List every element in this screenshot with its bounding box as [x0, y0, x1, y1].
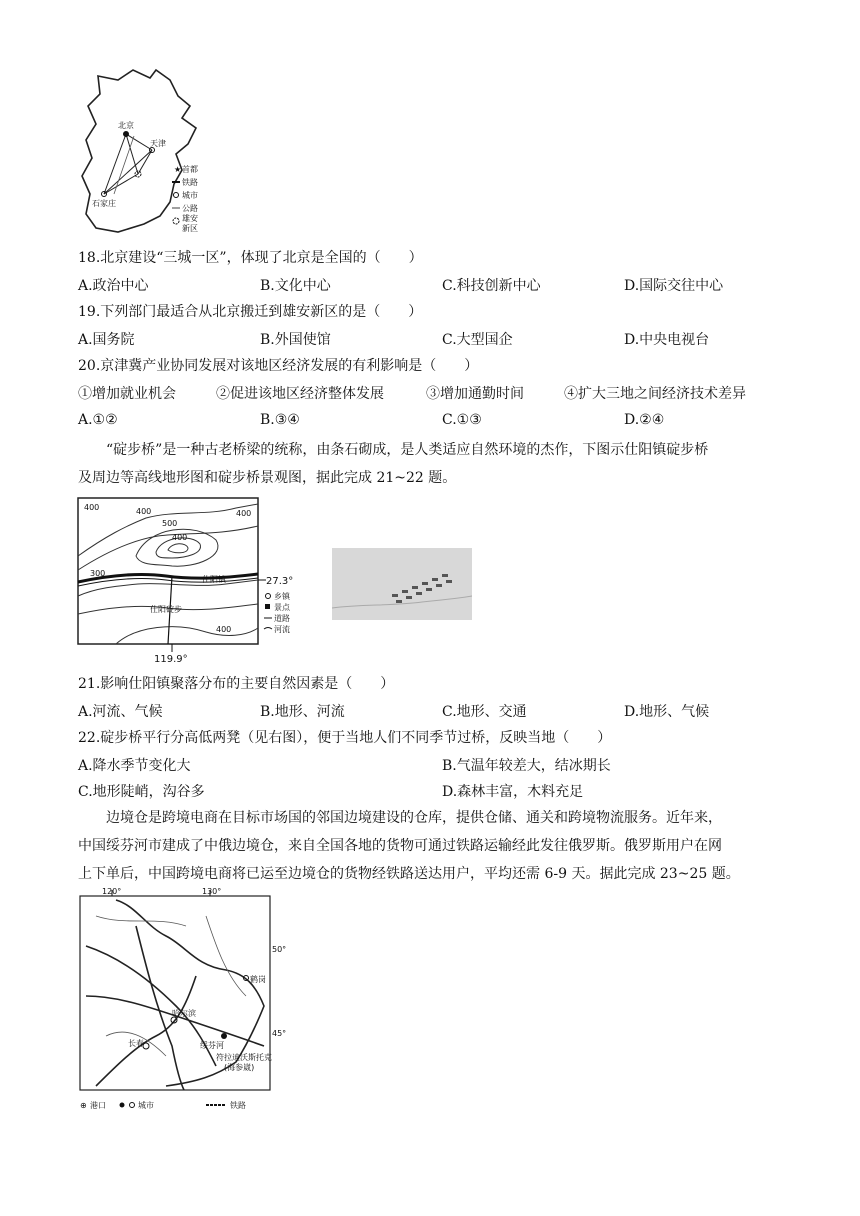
contour-label: 400: [84, 503, 100, 512]
svg-text:景点: 景点: [274, 603, 290, 612]
passage-line: 边境仓是跨境电商在目标市场国的邻国边境建设的仓库，提供仓储、通关和跨境物流服务。近年来，: [106, 810, 722, 826]
svg-text:乡镇: 乡镇: [274, 592, 290, 601]
passage-line: 中国绥芬河市建成了中俄边境仓，来自全国各地的货物可通过铁路运输经此发往俄罗斯。俄罗斯用户在网: [78, 838, 722, 854]
question-19-options: [78, 330, 768, 350]
question-22-options-row2: [78, 782, 768, 802]
city-label: (海参崴): [224, 1063, 255, 1072]
option-d: D.森林丰富，木料充足: [442, 784, 584, 800]
longitude-label: 120°: [102, 887, 122, 896]
option-b: B.地形、河流: [260, 704, 345, 720]
option-c: C.地形、交通: [442, 704, 527, 720]
passage-line: 及周边等高线地形图和碇步桥景观图，据此完成 21~22 题。: [78, 470, 457, 486]
bridge-photo: [332, 548, 472, 620]
northeast-railway-map: [76, 886, 296, 1112]
svg-text:铁路: 铁路: [182, 178, 198, 187]
option-a: A.①②: [78, 412, 118, 428]
contour-label: 400: [136, 507, 152, 516]
option-c: C.①③: [442, 412, 482, 428]
svg-text:⊕: ⊕: [80, 1101, 87, 1110]
svg-text:铁路: 铁路: [230, 1101, 246, 1110]
latitude-label: 27.3°: [266, 576, 294, 587]
city-label: 长春: [128, 1039, 144, 1048]
city-label: 绥芬河: [200, 1041, 224, 1050]
option-d: D.②④: [624, 412, 665, 428]
city-label: 符拉迪沃斯托克: [216, 1053, 272, 1062]
svg-text:城市: 城市: [138, 1101, 154, 1110]
contour-label: 400: [216, 625, 232, 634]
choice-1: ①增加就业机会: [78, 386, 176, 402]
city-label: 天津: [150, 139, 166, 148]
passage-line: “碇步桥”是一种古老桥梁的统称，由条石砌成，是人类适应自然环境的杰作，下图示仕阳镇碇步桥: [106, 442, 709, 458]
latitude-label: 45°: [272, 1029, 287, 1038]
city-label: 哈尔滨: [172, 1009, 196, 1018]
town-label: 仕阳镇: [202, 575, 226, 584]
suifenhe-dot: [221, 1033, 227, 1039]
passage-21-22: [78, 436, 778, 492]
option-d: D.中央电视台: [624, 332, 710, 348]
option-b: B.③④: [260, 412, 300, 428]
question-21-options: [78, 702, 768, 722]
svg-text:道路: 道路: [274, 614, 290, 623]
contour-map: [76, 496, 316, 666]
passage-23-25: [78, 804, 778, 888]
choice-4: ④扩大三地之间经济技术差异: [564, 386, 746, 402]
question-19-stem: 19.下列部门最适合从北京搬迁到雄安新区的是（ ）: [78, 304, 423, 320]
option-b: B.文化中心: [260, 278, 331, 294]
option-a: A.国务院: [78, 332, 135, 348]
bridge-label: 仕阳碇步: [150, 605, 182, 614]
beijing-star: [123, 131, 129, 137]
svg-text:城市: 城市: [182, 191, 198, 200]
option-a: A.河流、气候: [78, 704, 163, 720]
contour-label: 300: [90, 569, 106, 578]
question-21-stem: 21.影响仕阳镇聚落分布的主要自然因素是（ ）: [78, 676, 395, 692]
svg-text:公路: 公路: [182, 204, 198, 213]
contour-label: 500: [162, 519, 178, 528]
question-22-options-row1: [78, 756, 768, 776]
svg-text:河流: 河流: [274, 625, 290, 634]
map3-legend: [80, 1100, 246, 1110]
map1-legend: [172, 164, 198, 233]
question-22-stem: 22.碇步桥平行分高低两凳（见右图），便于当地人们不同季节过桥，反映当地（ ）: [78, 730, 612, 746]
jingjinji-map: [78, 66, 208, 236]
city-label: 鹤岗: [250, 975, 266, 984]
svg-text:雄安: 雄安: [182, 214, 198, 223]
passage-line: 上下单后，中国跨境电商将已运至边境仓的货物经铁路送达用户，平均还需 6-9 天。据此完成 23~25 题。: [78, 866, 740, 882]
city-label: 石家庄: [92, 199, 116, 208]
latitude-label: 50°: [272, 945, 287, 954]
contour-label: 400: [172, 533, 188, 542]
contour-label: 400: [236, 509, 252, 518]
longitude-label: 130°: [202, 887, 222, 896]
longitude-label: 119.9°: [154, 654, 188, 665]
option-c: C.大型国企: [442, 332, 513, 348]
question-20-stem: 20.京津冀产业协同发展对该地区经济发展的有利影响是（ ）: [78, 358, 479, 374]
city-label: 北京: [118, 121, 134, 130]
svg-text:首都: 首都: [182, 165, 198, 174]
question-20-choices: [78, 384, 768, 404]
option-b: B.气温年较差大，结冰期长: [442, 758, 611, 774]
question-18-stem: 18.北京建设“三城一区”，体现了北京是全国的（ ）: [78, 250, 423, 266]
question-20-options: [78, 410, 768, 430]
question-18-options: [78, 276, 768, 296]
option-d: D.国际交往中心: [624, 278, 724, 294]
option-b: B.外国使馆: [260, 332, 331, 348]
option-c: C.地形陡峭，沟谷多: [78, 784, 205, 800]
choice-3: ③增加通勤时间: [426, 386, 524, 402]
svg-text:新区: 新区: [182, 224, 198, 233]
option-a: A.降水季节变化大: [78, 758, 191, 774]
choice-2: ②促进该地区经济整体发展: [216, 386, 384, 402]
svg-text:★: ★: [174, 165, 182, 174]
option-a: A.政治中心: [78, 278, 149, 294]
option-d: D.地形、气候: [624, 704, 710, 720]
map2-legend: [264, 591, 291, 634]
svg-text:港口: 港口: [90, 1101, 106, 1110]
option-c: C.科技创新中心: [442, 278, 541, 294]
